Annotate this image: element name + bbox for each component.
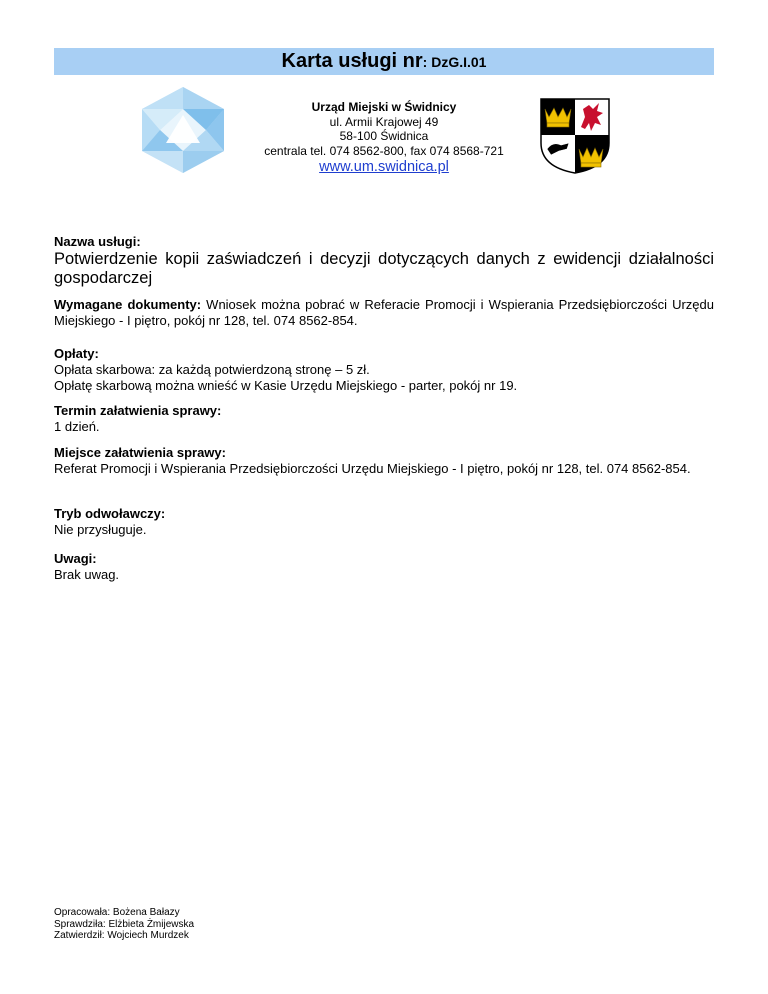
deadline-section xyxy=(54,403,714,435)
remarks-value: Brak uwag. xyxy=(54,567,120,582)
office-street: ul. Armii Krajowej 49 xyxy=(329,114,439,129)
appeal-section xyxy=(54,506,714,538)
website-link[interactable]: www.um.swidnica.pl xyxy=(319,159,449,175)
deadline-label: Termin załatwienia sprawy: xyxy=(54,403,222,418)
fees-label: Opłaty: xyxy=(54,346,99,361)
place-value: Referat Promocji i Wspierania Przedsiębiorczości Urzędu Miejskiego - I piętro, pokój nr 128, tel. 074 8562-854. xyxy=(54,461,691,476)
remarks-label: Uwagi: xyxy=(54,551,97,566)
documents-value: Wniosek można pobrać w Referacie Promocji i Wspierania Przedsiębiorczości Urzędu Miejskiego - I piętro, pokój nr 128, tel. 074 8562-854. xyxy=(54,297,714,328)
place-label: Miejsce załatwienia sprawy: xyxy=(54,445,226,460)
footer-checked: Sprawdziła: Elżbieta Żmijewska xyxy=(54,918,195,930)
footer-approved: Zatwierdził: Wojciech Murdzek xyxy=(54,930,189,941)
place-section xyxy=(54,445,714,477)
city-logo-icon xyxy=(136,85,230,175)
coat-of-arms-icon xyxy=(539,97,611,175)
appeal-label: Tryb odwoławczy: xyxy=(54,506,166,521)
office-city: 58-100 Świdnica xyxy=(339,129,429,143)
service-code: : DzG.I.01 xyxy=(422,54,487,70)
footer-prepared: Opracowała: Bożena Bałazy xyxy=(54,907,180,918)
service-name-label: Nazwa usługi: xyxy=(54,234,141,249)
deadline-value: 1 dzień. xyxy=(54,419,100,434)
title-bar xyxy=(54,48,714,75)
fees-line-2: Opłatę skarbową można wnieść w Kasie Urzędu Miejskiego - parter, pokój nr 19. xyxy=(54,378,518,393)
remarks-section xyxy=(54,551,714,583)
office-info xyxy=(250,100,518,176)
service-name-section xyxy=(54,234,714,288)
footer-signatures xyxy=(54,907,194,942)
fees-section xyxy=(54,346,714,394)
documents-label: Wymagane dokumenty: xyxy=(54,297,202,312)
service-name-value: Potwierdzenie kopii zaświadczeń i decyzji dotyczących danych z ewidencji działalności gospodarczej xyxy=(54,250,714,287)
page-title: Karta usługi nr xyxy=(281,50,423,72)
documents-section xyxy=(54,297,714,329)
office-phones: centrala tel. 074 8562-800, fax 074 8568-721 xyxy=(264,143,504,158)
appeal-value: Nie przysługuje. xyxy=(54,522,147,537)
fees-line-1: Opłata skarbowa: za każdą potwierdzoną stronę – 5 zł. xyxy=(54,362,370,377)
office-name: Urząd Miejski w Świdnicy xyxy=(311,100,457,114)
